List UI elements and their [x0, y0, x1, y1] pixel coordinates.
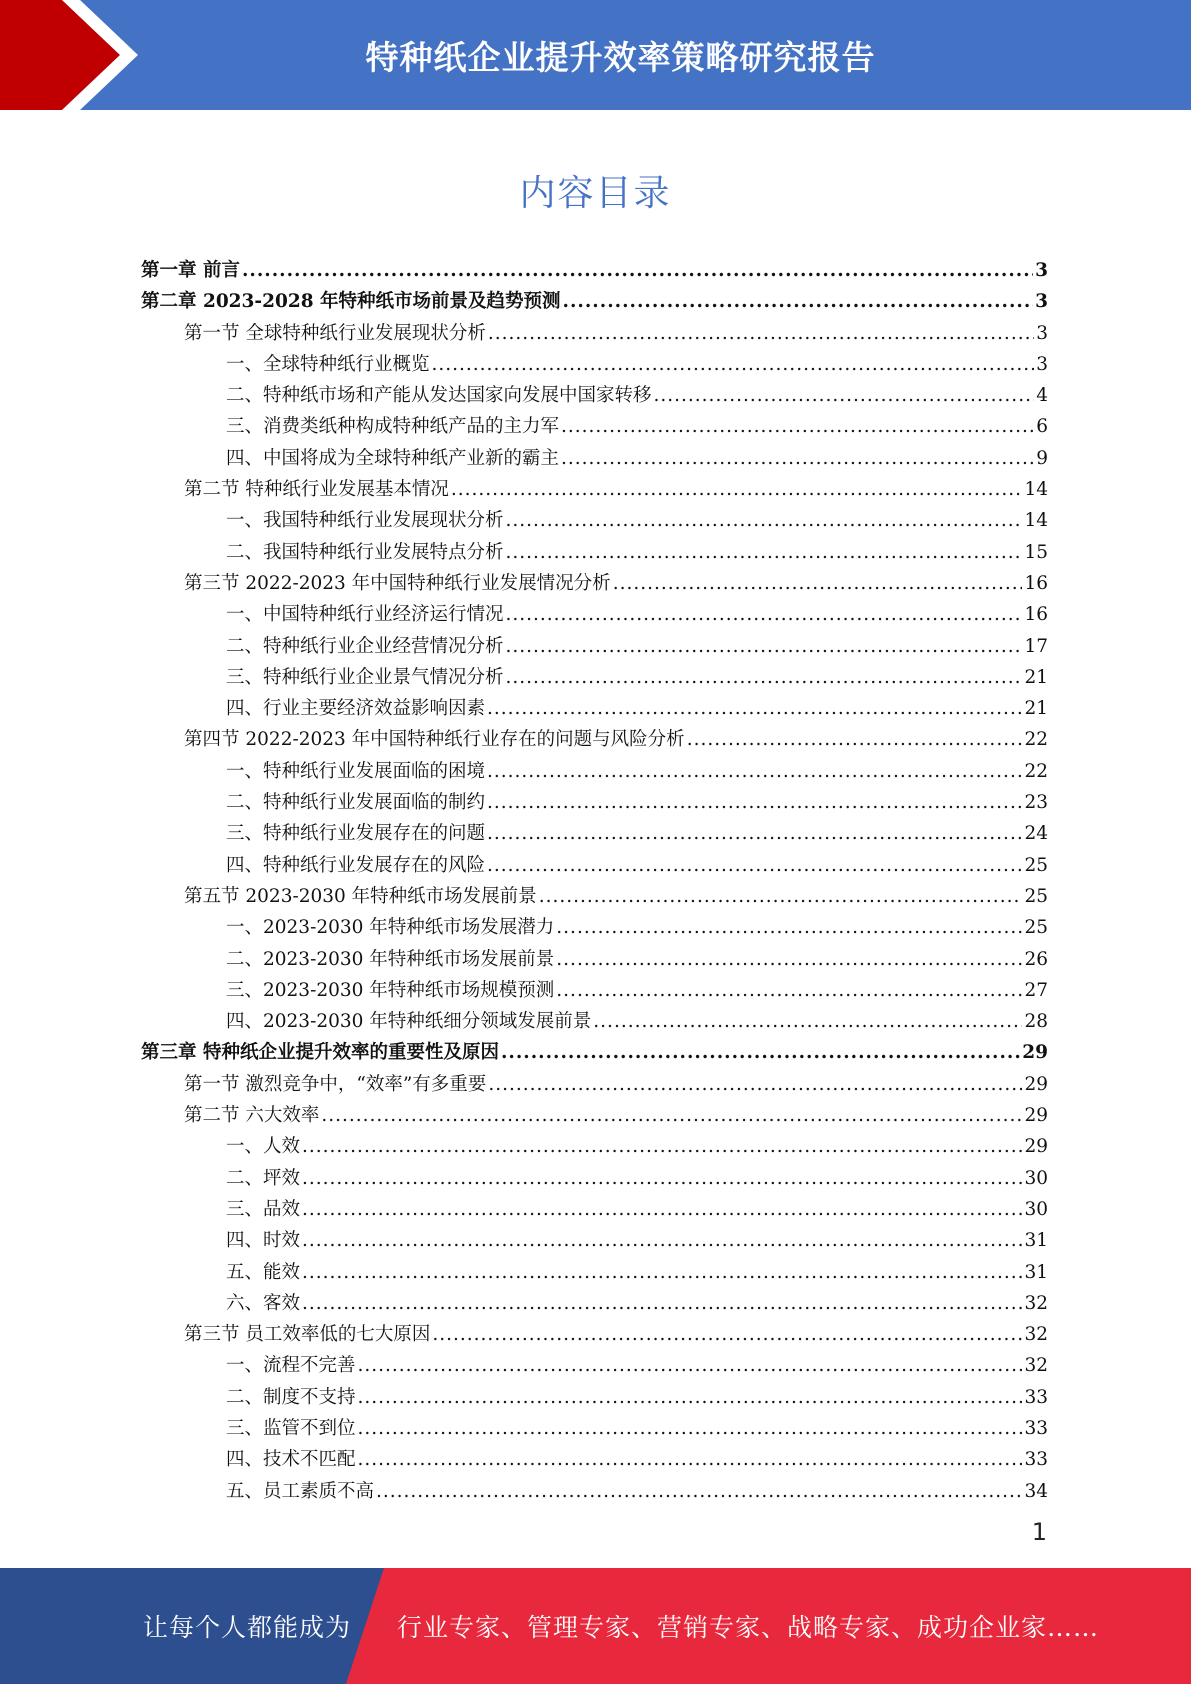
toc-heading: 内容目录 — [519, 173, 672, 214]
toc-entry-page: 22 — [1024, 729, 1048, 751]
toc-entry[interactable] — [141, 443, 1048, 474]
toc-entry[interactable] — [141, 286, 1048, 317]
toc-entry-title: 第五节 2023-2030 年特种纸市场发展前景 — [184, 885, 537, 907]
toc-entry[interactable] — [141, 537, 1048, 568]
toc-entry-page: 24 — [1024, 823, 1048, 845]
toc-entry[interactable] — [141, 975, 1048, 1006]
toc-dot-leader — [556, 944, 1022, 975]
toc-entry[interactable] — [141, 599, 1048, 630]
toc-dot-leader — [242, 255, 1033, 286]
toc-entry-page: 26 — [1024, 948, 1048, 970]
toc-entry[interactable] — [141, 1319, 1048, 1350]
toc-entry-page: 3 — [1036, 353, 1048, 375]
toc-entry[interactable] — [141, 349, 1048, 380]
toc-dot-leader — [501, 1037, 1020, 1068]
toc-entry[interactable] — [141, 881, 1048, 912]
toc-entry-title: 第三节 员工效率低的七大原因 — [184, 1324, 431, 1346]
toc-entry-page: 14 — [1024, 479, 1048, 501]
toc-entry-title: 第二章 2023-2028 年特种纸市场前景及趋势预测 — [141, 291, 561, 313]
toc-entry-page: 4 — [1036, 385, 1048, 407]
toc-entry-page: 34 — [1024, 1480, 1048, 1502]
toc-entry-title: 三、品效 — [226, 1198, 301, 1220]
toc-dot-leader — [432, 1319, 1022, 1350]
toc-entry-page: 31 — [1024, 1261, 1048, 1283]
toc-entry-title: 四、中国将成为全球特种纸产业新的霸主 — [226, 447, 560, 469]
toc-entry[interactable] — [141, 756, 1048, 787]
toc-entry[interactable] — [141, 662, 1048, 693]
toc-entry-title: 第三节 2022-2023 年中国特种纸行业发展情况分析 — [184, 572, 611, 594]
toc-dot-leader — [593, 1006, 1022, 1037]
toc-entry-page: 32 — [1024, 1355, 1048, 1377]
toc-entry-title: 第一节 全球特种纸行业发展现状分析 — [184, 322, 486, 344]
toc-entry-title: 一、特种纸行业发展面临的困境 — [226, 760, 486, 782]
toc-entry[interactable] — [141, 1413, 1048, 1444]
toc-dot-leader — [302, 1163, 1022, 1194]
toc-entry-title: 五、能效 — [226, 1261, 301, 1283]
toc-entry-title: 二、特种纸行业发展面临的制约 — [226, 792, 486, 814]
toc-entry-page: 3 — [1035, 291, 1048, 313]
toc-entry-page: 23 — [1024, 792, 1048, 814]
toc-entry-page: 30 — [1024, 1167, 1048, 1189]
footer-slogan-right: 行业专家、管理专家、营销专家、战略专家、成功企业家…… — [397, 1613, 1100, 1642]
toc-dot-leader — [488, 318, 1034, 349]
toc-entry-page: 29 — [1024, 1136, 1048, 1158]
header-band — [0, 0, 1191, 110]
footer-slogan-left: 让每个人都能成为 — [143, 1613, 352, 1642]
toc-entry-page: 27 — [1024, 979, 1048, 1001]
toc-entry-page: 33 — [1024, 1386, 1048, 1408]
toc-entry-page: 25 — [1024, 885, 1048, 907]
toc-entry-page: 17 — [1024, 635, 1048, 657]
toc-entry-title: 二、坪效 — [226, 1167, 301, 1189]
toc-entry-title: 三、2023-2030 年特种纸市场规模预测 — [226, 979, 555, 1001]
toc-entry[interactable] — [141, 631, 1048, 662]
toc-entry-title: 一、全球特种纸行业概览 — [226, 353, 430, 375]
toc-entry[interactable] — [141, 1100, 1048, 1131]
toc-dot-leader — [488, 1069, 1022, 1100]
toc-dot-leader — [302, 1288, 1022, 1319]
toc-entry[interactable] — [141, 1257, 1048, 1288]
toc-entry-title: 一、2023-2030 年特种纸市场发展潜力 — [226, 917, 555, 939]
toc-entry-title: 四、技术不匹配 — [226, 1449, 356, 1471]
toc-entry[interactable] — [141, 1382, 1048, 1413]
toc-entry[interactable] — [141, 818, 1048, 849]
toc-entry-page: 15 — [1024, 541, 1048, 563]
toc-entry-title: 一、我国特种纸行业发展现状分析 — [226, 510, 504, 532]
toc-entry[interactable] — [141, 318, 1048, 349]
toc-entry-page: 29 — [1024, 1105, 1048, 1127]
toc-entry-page: 31 — [1024, 1230, 1048, 1252]
toc-dot-leader — [302, 1225, 1022, 1256]
toc-entry-title: 四、特种纸行业发展存在的风险 — [226, 854, 486, 876]
toc-entry-title: 一、人效 — [226, 1136, 301, 1158]
toc-dot-leader — [506, 505, 1023, 536]
toc-entry[interactable] — [141, 1225, 1048, 1256]
toc-entry-title: 三、特种纸行业企业景气情况分析 — [226, 666, 504, 688]
toc-entry[interactable] — [141, 693, 1048, 724]
toc-entry-page: 21 — [1024, 698, 1048, 720]
toc-entry[interactable] — [141, 474, 1048, 505]
toc-dot-leader — [487, 693, 1022, 724]
toc-entry-page: 22 — [1024, 760, 1048, 782]
toc-entry-title: 第二节 六大效率 — [184, 1105, 320, 1127]
footer-band — [0, 1568, 1191, 1684]
toc-dot-leader — [506, 537, 1023, 568]
toc-entry[interactable] — [141, 1163, 1048, 1194]
toc-entry-page: 3 — [1035, 260, 1048, 281]
toc-entry[interactable] — [141, 255, 1048, 286]
toc-entry[interactable] — [141, 1194, 1048, 1225]
toc-entry-title: 一、流程不完善 — [226, 1355, 356, 1377]
toc-entry[interactable] — [141, 1288, 1048, 1319]
toc-entry-page: 29 — [1022, 1042, 1048, 1064]
toc-dot-leader — [556, 912, 1022, 943]
toc-entry-title: 第二节 特种纸行业发展基本情况 — [184, 479, 449, 501]
report-title: 特种纸企业提升效率策略研究报告 — [365, 37, 876, 77]
toc-dot-leader — [302, 1194, 1022, 1225]
toc-entry[interactable] — [141, 505, 1048, 536]
toc-entry-page: 32 — [1024, 1292, 1048, 1314]
toc-entry[interactable] — [141, 1131, 1048, 1162]
toc-entry-title: 一、中国特种纸行业经济运行情况 — [226, 604, 504, 626]
toc-dot-leader — [487, 818, 1022, 849]
toc-entry-title: 四、行业主要经济效益影响因素 — [226, 698, 486, 720]
toc-entry-title: 第一章 前言 — [141, 260, 240, 281]
toc-entry-page: 6 — [1036, 416, 1048, 438]
toc-entry-page: 3 — [1036, 322, 1048, 344]
toc-entry-page: 21 — [1024, 666, 1048, 688]
toc-dot-leader — [539, 881, 1023, 912]
toc-dot-leader — [321, 1100, 1022, 1131]
toc-entry[interactable] — [141, 411, 1048, 442]
toc-dot-leader — [561, 411, 1034, 442]
toc-entry-title: 四、2023-2030 年特种纸细分领域发展前景 — [226, 1011, 592, 1033]
toc-entry-page: 25 — [1024, 854, 1048, 876]
toc-entry[interactable] — [141, 912, 1048, 943]
toc-entry[interactable] — [141, 568, 1048, 599]
toc-entry[interactable] — [141, 380, 1048, 411]
toc-dot-leader — [302, 1131, 1022, 1162]
toc-entry[interactable] — [141, 1444, 1048, 1475]
toc-entry[interactable] — [141, 1037, 1048, 1068]
toc-entry[interactable] — [141, 850, 1048, 881]
toc-entry-title: 二、制度不支持 — [226, 1386, 356, 1408]
toc-dot-leader — [654, 380, 1035, 411]
toc-entry-page: 29 — [1024, 1073, 1048, 1095]
toc-entry-title: 二、2023-2030 年特种纸市场发展前景 — [226, 948, 555, 970]
toc-entry[interactable] — [141, 787, 1048, 818]
toc-dot-leader — [487, 787, 1022, 818]
toc-dot-leader — [506, 631, 1023, 662]
toc-dot-leader — [487, 756, 1022, 787]
toc-entry-page: 33 — [1024, 1449, 1048, 1471]
toc-entry-page: 16 — [1024, 604, 1048, 626]
toc-dot-leader — [506, 599, 1023, 630]
table-of-contents — [141, 255, 1048, 1507]
toc-entry-title: 三、特种纸行业发展存在的问题 — [226, 823, 486, 845]
toc-dot-leader — [376, 1476, 1022, 1507]
toc-dot-leader — [358, 1413, 1023, 1444]
toc-dot-leader — [487, 850, 1022, 881]
toc-dot-leader — [358, 1444, 1023, 1475]
toc-entry-title: 第四节 2022-2023 年中国特种纸行业存在的问题与风险分析 — [184, 729, 685, 751]
toc-dot-leader — [358, 1382, 1023, 1413]
toc-entry-title: 六、客效 — [226, 1292, 301, 1314]
toc-dot-leader — [563, 286, 1034, 317]
toc-entry[interactable] — [141, 944, 1048, 975]
toc-entry-title: 二、特种纸行业企业经营情况分析 — [226, 635, 504, 657]
toc-entry-page: 32 — [1024, 1324, 1048, 1346]
toc-entry-title: 二、我国特种纸行业发展特点分析 — [226, 541, 504, 563]
toc-dot-leader — [302, 1257, 1022, 1288]
toc-entry-title: 三、消费类纸种构成特种纸产品的主力军 — [226, 416, 560, 438]
toc-entry[interactable] — [141, 724, 1048, 755]
toc-dot-leader — [556, 975, 1022, 1006]
toc-entry-title: 四、时效 — [226, 1230, 301, 1252]
toc-entry[interactable] — [141, 1476, 1048, 1507]
toc-dot-leader — [451, 474, 1023, 505]
toc-entry-page: 30 — [1024, 1198, 1048, 1220]
page-number: 1 — [1031, 1518, 1047, 1546]
toc-dot-leader — [613, 568, 1023, 599]
toc-dot-leader — [561, 443, 1034, 474]
toc-dot-leader — [358, 1350, 1023, 1381]
toc-entry[interactable] — [141, 1006, 1048, 1037]
toc-entry-page: 9 — [1036, 447, 1048, 469]
toc-entry-page: 14 — [1024, 510, 1048, 532]
toc-entry-title: 第三章 特种纸企业提升效率的重要性及原因 — [141, 1042, 499, 1064]
toc-entry-title: 三、监管不到位 — [226, 1417, 356, 1439]
toc-entry[interactable] — [141, 1069, 1048, 1100]
toc-entry-page: 16 — [1024, 572, 1048, 594]
toc-dot-leader — [506, 662, 1023, 693]
toc-entry-page: 25 — [1024, 917, 1048, 939]
toc-entry-title: 第一节 激烈竞争中，“效率”有多重要 — [184, 1073, 487, 1095]
toc-entry-page: 28 — [1024, 1011, 1048, 1033]
toc-entry-title: 二、特种纸市场和产能从发达国家向发展中国家转移 — [226, 385, 652, 407]
toc-dot-leader — [687, 724, 1023, 755]
toc-entry[interactable] — [141, 1350, 1048, 1381]
toc-entry-title: 五、员工素质不高 — [226, 1480, 375, 1502]
toc-entry-page: 33 — [1024, 1417, 1048, 1439]
toc-dot-leader — [432, 349, 1035, 380]
